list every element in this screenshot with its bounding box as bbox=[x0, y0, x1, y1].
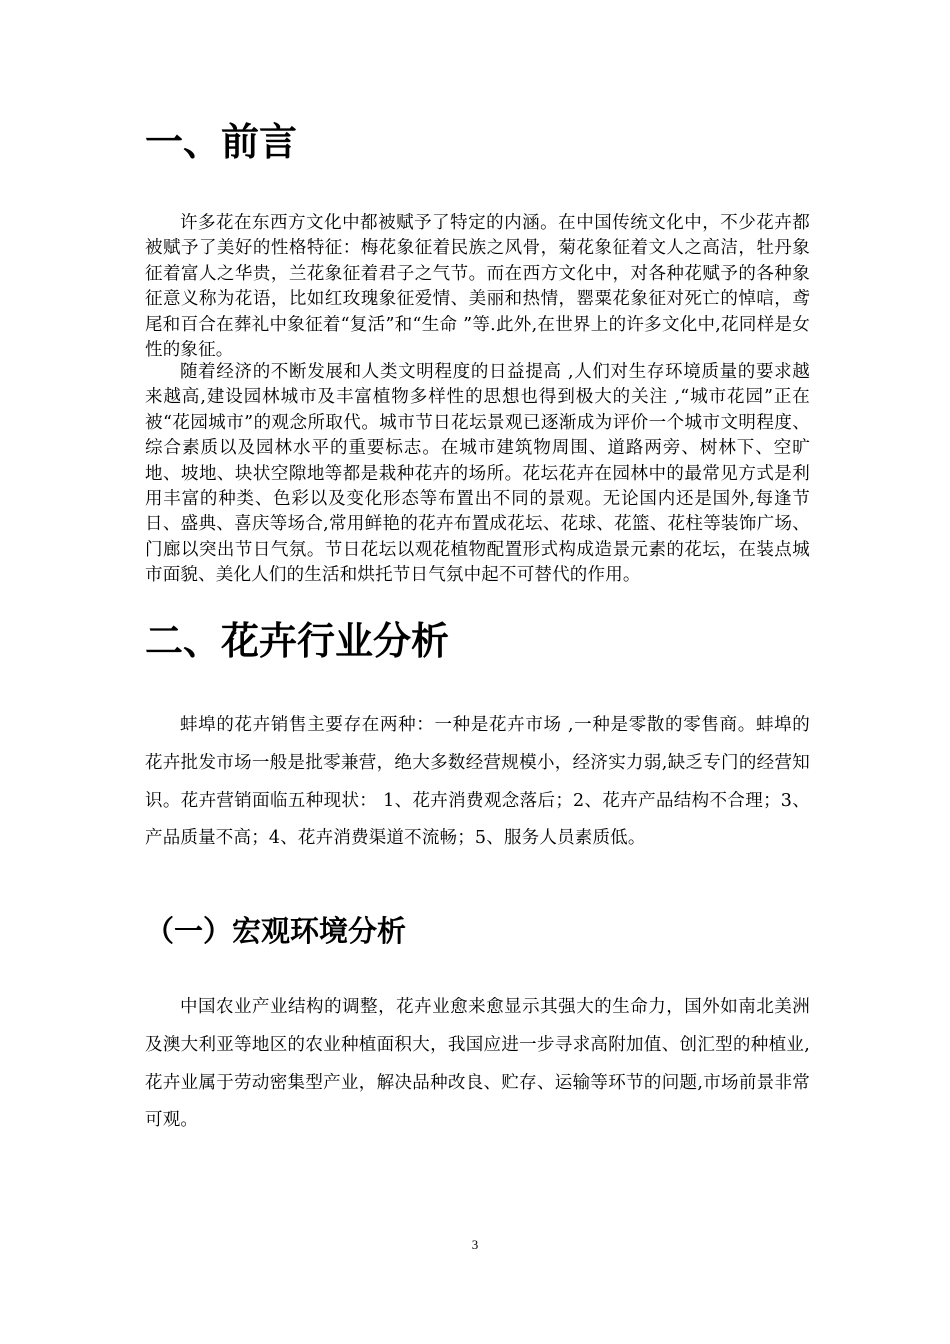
sub-heading-macro-environment: （一）宏观环境分析 bbox=[145, 914, 407, 948]
paragraph-city-flower-beds: 随着经济的不断发展和人类文明程度的日益提高 ,人们对生存环境质量的要求越来越高,建设园林城市及丰富植物多样性的思想也得到极大的关注 ,“城市花园”正在被“花园城市”的观念所取代。城市节日花坛景观已逐渐成为评价一个城市文明程度、综合素质以及园林水平的重要标志。在城市建筑物周围、道路两旁、树林下、空旷地、坡地、块状空隙地等都是栽种花卉的场所。花坛花卉在园林中的最常见方式是利用丰富的种类、色彩以及变化形态等布置出不同的景观。无论国内还是国外,每逢节日、盛典、喜庆等场合,常用鲜艳的花卉布置成花坛、花球、花篮、花柱等装饰广场、门廊以突出节日气氛。节日花坛以观花植物配置形式构成造景元素的花坛，在装点城市面貌、美化人们的生活和烘托节日气氛中起不可替代的作用。 bbox=[145, 362, 810, 586]
paragraph-flower-symbolism: 许多花在东西方文化中都被赋予了特定的内涵。在中国传统文化中，不少花卉都被赋予了美好的性格特征：梅花象征着民族之风骨，菊花象征着文人之高洁，牡丹象征着富人之华贵，兰花象征着君子之气节。而在西方文化中，对各种花赋予的各种象征意义称为花语，比如红玫瑰象征爱情、美丽和热情，罂粟花象征对死亡的悼唁，鸢尾和百合在葬礼中象征着“复活”和“生命 ”等.此外,在世界上的许多文化中,花同样是女性的象征。 bbox=[145, 213, 810, 361]
paragraph-macro-environment: 中国农业产业结构的调整，花卉业愈来愈显示其强大的生命力，国外如南北美洲及澳大利亚等地区的农业种植面积大，我国应进一步寻求高附加值、创汇型的种植业,花卉业属于劳动密集型产业，解决品种改良、贮存、运输等环节的问题,市场前景非常可观。 bbox=[145, 997, 810, 1131]
section-heading-industry-analysis: 二、花卉行业分析 bbox=[145, 619, 450, 663]
paragraph-bengbu-flower-sales: 蚌埠的花卉销售主要存在两种：一种是花卉市场 ,一种是零散的零售商。蚌埠的花卉批发市场一般是批零兼营，绝大多数经营规模小，经济实力弱,缺乏专门的经营知识。花卉营销面临五种现状： 1、花卉消费观念落后；2、花卉产品结构不合理；3、产品质量不高；4、花卉消费渠道不流畅；5、服务人员素质低。 bbox=[145, 715, 810, 849]
page-number: 3 bbox=[471, 1237, 479, 1252]
section-heading-foreword: 一、前言 bbox=[145, 120, 298, 164]
